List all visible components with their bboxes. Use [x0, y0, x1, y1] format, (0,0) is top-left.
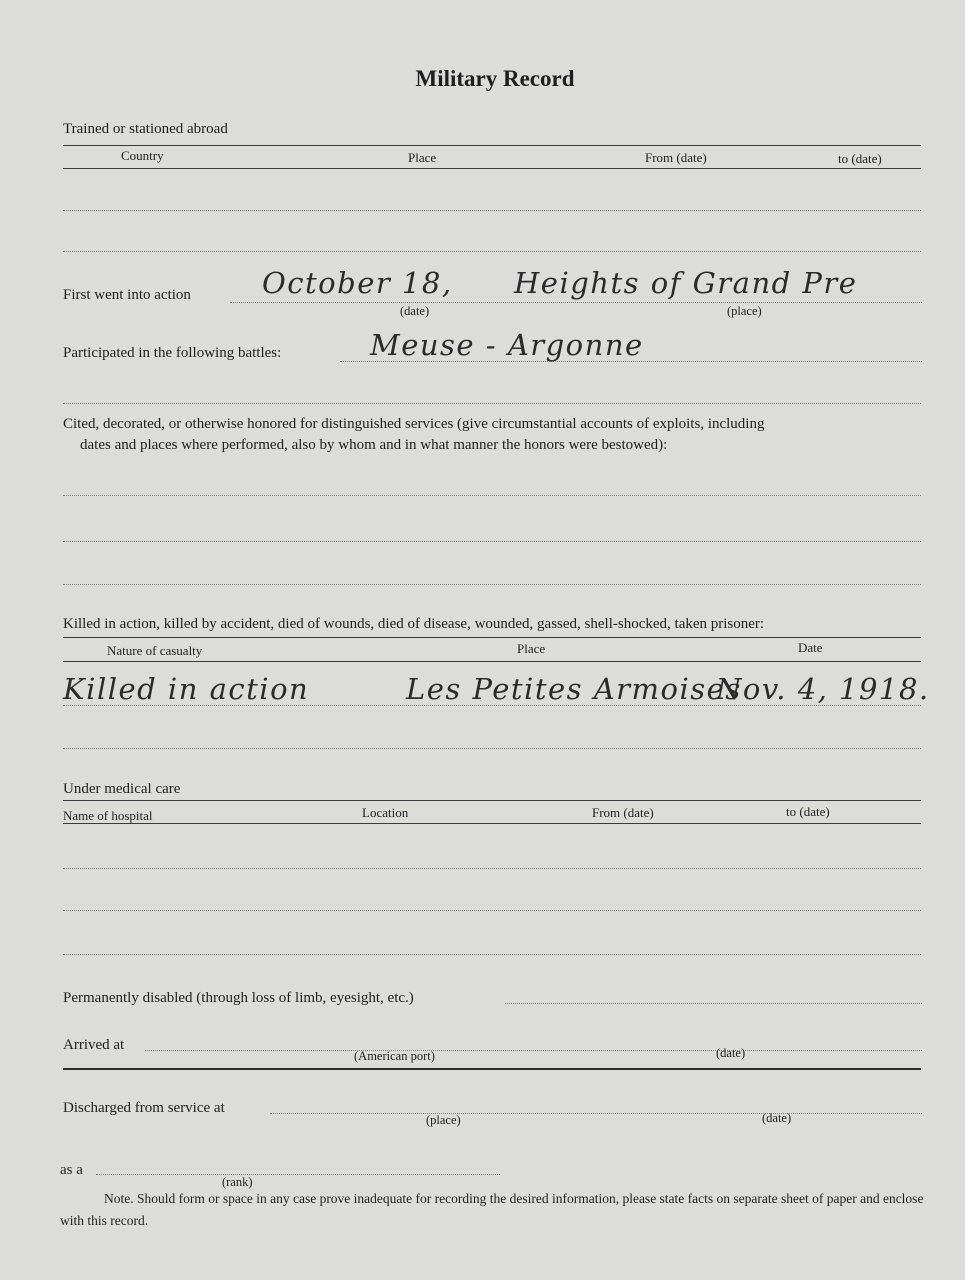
discharged-label: Discharged from service at [63, 1100, 225, 1116]
casualty-nature-value: Killed in action [63, 672, 310, 706]
honors-entry-line[interactable] [63, 541, 921, 542]
battles-value: Meuse - Argonne [370, 328, 644, 362]
honors-label-line2: dates and places where performed, also by whom and in what manner the honors were bestowed): [80, 437, 668, 453]
battles-label: Participated in the following battles: [63, 345, 282, 361]
arrived-port-caption: (American port) [354, 1049, 435, 1063]
abroad-label: Trained or stationed abroad [63, 121, 228, 137]
first-action-date-value: October 18, [262, 266, 453, 300]
abroad-col-from: From (date) [645, 150, 707, 165]
casualty-entry-line[interactable] [63, 748, 921, 749]
medical-col-from: From (date) [592, 805, 654, 820]
first-action-place-caption: (place) [727, 304, 762, 318]
rank-label: as a [60, 1162, 83, 1178]
medical-entry-line[interactable] [63, 910, 921, 911]
first-action-label: First went into action [63, 287, 191, 303]
disabled-entry-line[interactable] [505, 1003, 922, 1004]
discharged-place-caption: (place) [426, 1113, 461, 1127]
rank-caption: (rank) [222, 1175, 253, 1189]
page-title: Military Record [415, 66, 575, 91]
abroad-header-rule [63, 168, 921, 169]
first-action-entry-line[interactable] [230, 302, 922, 303]
abroad-entry-line[interactable] [63, 210, 921, 211]
arrived-label: Arrived at [63, 1037, 125, 1053]
first-action-place-value: Heights of Grand Pre [514, 266, 858, 300]
casualty-col-place: Place [517, 641, 546, 656]
medical-header-rule [63, 823, 921, 824]
disabled-label: Permanently disabled (through loss of limb, eyesight, etc.) [63, 990, 414, 1006]
casualty-header-rule [63, 661, 921, 662]
discharged-entry-line[interactable] [270, 1113, 922, 1114]
arrived-date-caption: (date) [716, 1046, 746, 1060]
arrived-bottom-rule [63, 1068, 921, 1070]
medical-col-hospital: Name of hospital [63, 808, 153, 823]
casualty-date-value: Nov. 4, 1918. [716, 672, 930, 706]
casualty-entry-line[interactable] [63, 705, 921, 706]
honors-label-line1: Cited, decorated, or otherwise honored for distinguished services (give circumstantial accounts of exploits, including [63, 416, 765, 432]
medical-col-to: to (date) [786, 804, 830, 819]
abroad-col-country: Country [121, 148, 164, 163]
casualty-col-date: Date [798, 640, 823, 655]
abroad-col-place: Place [408, 150, 437, 165]
medical-label: Under medical care [63, 781, 181, 797]
casualty-top-rule [63, 637, 921, 638]
medical-entry-line[interactable] [63, 868, 921, 869]
abroad-entry-line[interactable] [63, 251, 921, 252]
abroad-col-to: to (date) [838, 151, 882, 166]
casualty-place-value: Les Petites Armoises [406, 672, 742, 706]
medical-col-location: Location [362, 805, 409, 820]
honors-entry-line[interactable] [63, 495, 921, 496]
first-action-date-caption: (date) [400, 304, 430, 318]
casualty-col-nature: Nature of casualty [107, 643, 203, 658]
abroad-top-rule [63, 145, 921, 146]
honors-entry-line[interactable] [63, 584, 921, 585]
casualty-label: Killed in action, killed by accident, died of wounds, died of disease, wounded, gassed, shell-shocked, taken prisoner: [63, 616, 765, 632]
arrived-entry-line[interactable] [145, 1050, 922, 1051]
battles-entry-line[interactable] [63, 403, 921, 404]
footer-note: Note. Should form or space in any case prove inadequate for recording the desired information, please state facts on separate sheet of paper and enclose with this record. [60, 1191, 924, 1228]
medical-entry-line[interactable] [63, 954, 921, 955]
rank-entry-line[interactable] [96, 1174, 500, 1175]
medical-top-rule [63, 800, 921, 801]
discharged-date-caption: (date) [762, 1111, 792, 1125]
